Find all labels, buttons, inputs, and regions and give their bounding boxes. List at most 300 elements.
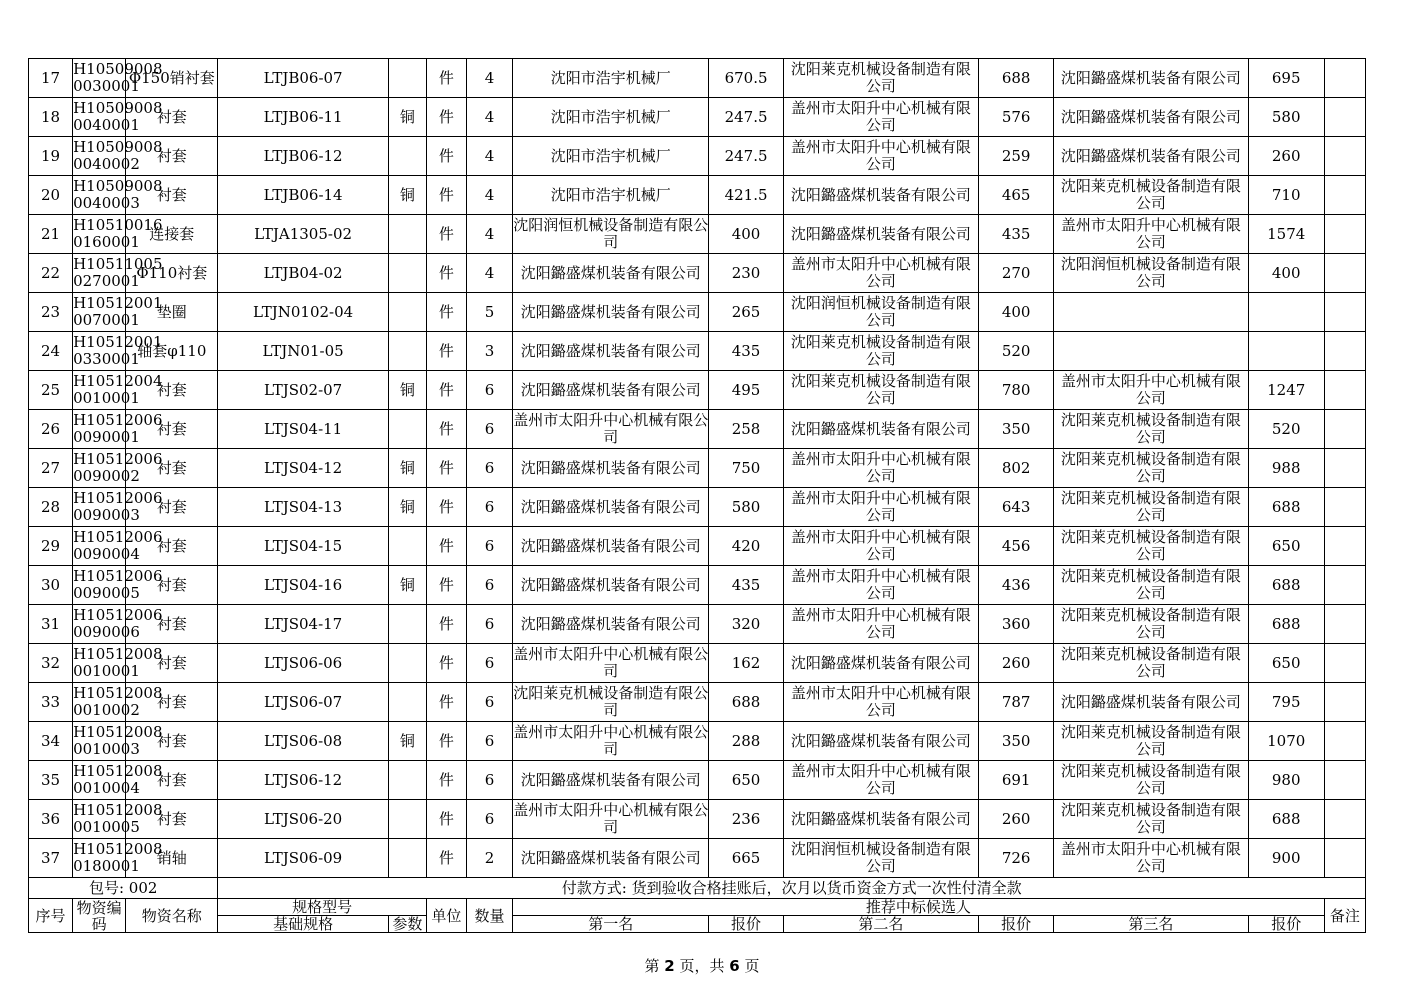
qty-cell: 6 — [466, 488, 512, 527]
remark-cell — [1324, 566, 1365, 605]
second-supplier-cell: 盖州市太阳升中心机械有限公司 — [783, 683, 978, 722]
second-supplier-cell: 沈阳鏴盛煤机装备有限公司 — [783, 800, 978, 839]
third-supplier-cell: 沈阳莱克机械设备制造有限公司 — [1054, 644, 1248, 683]
param-cell — [388, 605, 426, 644]
code-line: 0010001 — [73, 389, 140, 407]
first-supplier-cell: 沈阳鏴盛煤机装备有限公司 — [513, 449, 709, 488]
name-cell: Φ150销衬套 — [126, 59, 218, 98]
remark-cell — [1324, 371, 1365, 410]
third-price-cell: 1247 — [1248, 371, 1324, 410]
third-price-cell: 710 — [1248, 176, 1324, 215]
spec-cell: LTJS04-17 — [218, 605, 388, 644]
name-cell: 衬套 — [126, 527, 218, 566]
unit-cell: 件 — [426, 722, 466, 761]
package-row — [29, 878, 1366, 899]
code-line: 0180001 — [73, 857, 140, 875]
remark-cell — [1324, 293, 1365, 332]
first-price-cell: 247.5 — [709, 98, 783, 137]
param-cell — [388, 527, 426, 566]
table-row — [29, 59, 1366, 98]
unit-cell: 件 — [426, 839, 466, 878]
table-row — [29, 410, 1366, 449]
first-supplier-cell: 沈阳鏴盛煤机装备有限公司 — [513, 371, 709, 410]
table-row — [29, 800, 1366, 839]
second-supplier-cell: 盖州市太阳升中心机械有限公司 — [783, 605, 978, 644]
first-supplier-cell: 沈阳鏴盛煤机装备有限公司 — [513, 293, 709, 332]
second-supplier-cell: 盖州市太阳升中心机械有限公司 — [783, 98, 978, 137]
header-price-2: 报价 — [979, 916, 1054, 933]
code-line: 0090005 — [73, 584, 140, 602]
first-supplier-cell: 沈阳鏴盛煤机装备有限公司 — [513, 488, 709, 527]
remark-cell — [1324, 215, 1365, 254]
second-price-cell: 643 — [979, 488, 1054, 527]
page-footer — [0, 955, 1404, 976]
code-line: 0070001 — [73, 311, 140, 329]
second-price-cell: 360 — [979, 605, 1054, 644]
unit-cell: 件 — [426, 176, 466, 215]
table-row — [29, 332, 1366, 371]
param-cell: 铜 — [388, 722, 426, 761]
spec-cell: LTJB06-07 — [218, 59, 388, 98]
third-price-cell: 260 — [1248, 137, 1324, 176]
code-cell — [73, 566, 163, 605]
third-price-cell: 688 — [1248, 566, 1324, 605]
code-line: 0330001 — [73, 350, 140, 368]
first-price-cell: 495 — [709, 371, 783, 410]
code-line: 0040001 — [73, 116, 140, 134]
qty-cell: 6 — [466, 800, 512, 839]
name-cell: 衬套 — [126, 176, 218, 215]
header-unit: 单位 — [426, 899, 466, 933]
name-cell: Φ110衬套 — [126, 254, 218, 293]
second-price-cell: 350 — [979, 722, 1054, 761]
remark-cell — [1324, 605, 1365, 644]
code-line: 0270001 — [73, 272, 140, 290]
name-cell: 连接套 — [126, 215, 218, 254]
first-supplier-cell: 沈阳市浩宇机械厂 — [513, 59, 709, 98]
code-line: H10512006 — [73, 567, 163, 585]
unit-cell: 件 — [426, 566, 466, 605]
code-cell — [73, 800, 163, 839]
third-supplier-cell: 盖州市太阳升中心机械有限公司 — [1054, 215, 1248, 254]
third-supplier-cell: 沈阳莱克机械设备制造有限公司 — [1054, 488, 1248, 527]
third-supplier-cell — [1054, 293, 1248, 332]
unit-cell: 件 — [426, 800, 466, 839]
second-supplier-cell: 盖州市太阳升中心机械有限公司 — [783, 137, 978, 176]
header-price-1: 报价 — [709, 916, 783, 933]
first-price-cell: 420 — [709, 527, 783, 566]
header-first: 第一名 — [513, 916, 709, 933]
qty-cell: 6 — [466, 566, 512, 605]
table-row — [29, 293, 1366, 332]
code-line: H10512008 — [73, 801, 163, 819]
payment-terms: 付款方式: 货到验收合格挂账后，次月以货币资金方式一次性付清全款 — [218, 878, 1366, 899]
header-seq: 序号 — [29, 899, 73, 933]
code-line: H10512006 — [73, 489, 163, 507]
third-supplier-cell: 沈阳莱克机械设备制造有限公司 — [1054, 527, 1248, 566]
seq-cell: 34 — [29, 722, 73, 761]
seq-cell: 22 — [29, 254, 73, 293]
unit-cell: 件 — [426, 332, 466, 371]
name-cell: 轴套φ110 — [126, 332, 218, 371]
third-price-cell: 1070 — [1248, 722, 1324, 761]
second-price-cell: 726 — [979, 839, 1054, 878]
name-cell: 衬套 — [126, 449, 218, 488]
second-price-cell: 787 — [979, 683, 1054, 722]
first-price-cell: 400 — [709, 215, 783, 254]
table-row — [29, 527, 1366, 566]
third-price-cell: 980 — [1248, 761, 1324, 800]
table-row — [29, 371, 1366, 410]
name-cell: 衬套 — [126, 566, 218, 605]
second-price-cell: 456 — [979, 527, 1054, 566]
header-second: 第二名 — [783, 916, 978, 933]
table-row — [29, 644, 1366, 683]
third-supplier-cell: 沈阳莱克机械设备制造有限公司 — [1054, 449, 1248, 488]
code-line: 0090003 — [73, 506, 140, 524]
second-price-cell: 780 — [979, 371, 1054, 410]
table-row — [29, 839, 1366, 878]
unit-cell: 件 — [426, 605, 466, 644]
second-price-cell: 435 — [979, 215, 1054, 254]
header-row-2 — [29, 916, 1366, 933]
code-line: 0010002 — [73, 701, 140, 719]
code-cell — [73, 176, 163, 215]
table-row — [29, 761, 1366, 800]
qty-cell: 6 — [466, 644, 512, 683]
code-cell — [73, 98, 163, 137]
third-supplier-cell — [1054, 332, 1248, 371]
third-supplier-cell: 沈阳润恒机械设备制造有限公司 — [1054, 254, 1248, 293]
code-cell — [73, 488, 163, 527]
name-cell: 衬套 — [126, 98, 218, 137]
first-price-cell: 421.5 — [709, 176, 783, 215]
spec-cell: LTJS06-08 — [218, 722, 388, 761]
remark-cell — [1324, 722, 1365, 761]
header-candidates: 推荐中标候选人 — [513, 899, 1325, 916]
code-line: 0090001 — [73, 428, 140, 446]
code-cell — [73, 722, 163, 761]
qty-cell: 4 — [466, 254, 512, 293]
param-cell: 铜 — [388, 566, 426, 605]
second-price-cell: 691 — [979, 761, 1054, 800]
code-line: H10512001 — [73, 294, 163, 312]
third-supplier-cell: 沈阳莱克机械设备制造有限公司 — [1054, 566, 1248, 605]
qty-cell: 4 — [466, 59, 512, 98]
spec-cell: LTJS06-06 — [218, 644, 388, 683]
name-cell: 衬套 — [126, 644, 218, 683]
second-supplier-cell: 沈阳莱克机械设备制造有限公司 — [783, 371, 978, 410]
table-row — [29, 254, 1366, 293]
first-supplier-cell: 沈阳鏴盛煤机装备有限公司 — [513, 254, 709, 293]
third-supplier-cell: 沈阳莱克机械设备制造有限公司 — [1054, 722, 1248, 761]
header-param: 参数 — [388, 916, 426, 933]
table-row — [29, 176, 1366, 215]
third-supplier-cell: 沈阳鏴盛煤机装备有限公司 — [1054, 59, 1248, 98]
seq-cell: 18 — [29, 98, 73, 137]
seq-cell: 33 — [29, 683, 73, 722]
seq-cell: 30 — [29, 566, 73, 605]
footer-suffix: 页 — [744, 957, 760, 975]
seq-cell: 31 — [29, 605, 73, 644]
spec-cell: LTJS04-16 — [218, 566, 388, 605]
qty-cell: 6 — [466, 722, 512, 761]
qty-cell: 5 — [466, 293, 512, 332]
first-supplier-cell: 沈阳鏴盛煤机装备有限公司 — [513, 605, 709, 644]
param-cell — [388, 410, 426, 449]
third-supplier-cell: 沈阳莱克机械设备制造有限公司 — [1054, 605, 1248, 644]
param-cell — [388, 683, 426, 722]
qty-cell: 6 — [466, 527, 512, 566]
param-cell — [388, 137, 426, 176]
param-cell: 铜 — [388, 176, 426, 215]
remark-cell — [1324, 332, 1365, 371]
unit-cell: 件 — [426, 644, 466, 683]
second-supplier-cell: 沈阳莱克机械设备制造有限公司 — [783, 59, 978, 98]
table-row — [29, 722, 1366, 761]
header-third: 第三名 — [1054, 916, 1248, 933]
code-line: H10511005 — [73, 255, 163, 273]
second-supplier-cell: 沈阳润恒机械设备制造有限公司 — [783, 839, 978, 878]
remark-cell — [1324, 176, 1365, 215]
code-line: H10512004 — [73, 372, 163, 390]
remark-cell — [1324, 449, 1365, 488]
first-supplier-cell: 沈阳市浩宇机械厂 — [513, 176, 709, 215]
second-supplier-cell: 盖州市太阳升中心机械有限公司 — [783, 527, 978, 566]
remark-cell — [1324, 800, 1365, 839]
seq-cell: 23 — [29, 293, 73, 332]
header-code: 物资编码 — [73, 899, 126, 933]
code-cell — [73, 254, 163, 293]
seq-cell: 26 — [29, 410, 73, 449]
param-cell — [388, 332, 426, 371]
code-line: 0090004 — [73, 545, 140, 563]
qty-cell: 2 — [466, 839, 512, 878]
code-cell — [73, 683, 163, 722]
second-supplier-cell: 盖州市太阳升中心机械有限公司 — [783, 488, 978, 527]
table-row — [29, 215, 1366, 254]
footer-page: 2 — [664, 957, 675, 975]
remark-cell — [1324, 410, 1365, 449]
spec-cell: LTJS06-09 — [218, 839, 388, 878]
name-cell: 衬套 — [126, 488, 218, 527]
first-supplier-cell: 沈阳莱克机械设备制造有限公司 — [513, 683, 709, 722]
seq-cell: 36 — [29, 800, 73, 839]
code-line: H10509008 — [73, 99, 163, 117]
code-line: H10512006 — [73, 450, 163, 468]
table-row — [29, 98, 1366, 137]
qty-cell: 4 — [466, 98, 512, 137]
second-price-cell: 270 — [979, 254, 1054, 293]
remark-cell — [1324, 488, 1365, 527]
qty-cell: 4 — [466, 215, 512, 254]
first-supplier-cell: 沈阳鏴盛煤机装备有限公司 — [513, 839, 709, 878]
footer-prefix: 第 — [644, 957, 660, 975]
first-price-cell: 435 — [709, 332, 783, 371]
third-price-cell: 988 — [1248, 449, 1324, 488]
seq-cell: 28 — [29, 488, 73, 527]
third-supplier-cell: 沈阳莱克机械设备制造有限公司 — [1054, 761, 1248, 800]
third-price-cell: 695 — [1248, 59, 1324, 98]
code-cell — [73, 137, 163, 176]
first-price-cell: 236 — [709, 800, 783, 839]
qty-cell: 6 — [466, 410, 512, 449]
second-price-cell: 436 — [979, 566, 1054, 605]
seq-cell: 27 — [29, 449, 73, 488]
spec-cell: LTJS04-13 — [218, 488, 388, 527]
code-cell — [73, 839, 163, 878]
first-price-cell: 688 — [709, 683, 783, 722]
param-cell: 铜 — [388, 449, 426, 488]
first-price-cell: 650 — [709, 761, 783, 800]
qty-cell: 6 — [466, 371, 512, 410]
unit-cell: 件 — [426, 488, 466, 527]
remark-cell — [1324, 59, 1365, 98]
code-line: H10512006 — [73, 411, 163, 429]
unit-cell: 件 — [426, 449, 466, 488]
param-cell — [388, 761, 426, 800]
code-line: H10509008 — [73, 138, 163, 156]
second-price-cell: 400 — [979, 293, 1054, 332]
third-price-cell — [1248, 332, 1324, 371]
name-cell: 衬套 — [126, 761, 218, 800]
third-price-cell: 520 — [1248, 410, 1324, 449]
seq-cell: 29 — [29, 527, 73, 566]
code-cell — [73, 293, 163, 332]
third-price-cell: 688 — [1248, 488, 1324, 527]
qty-cell: 3 — [466, 332, 512, 371]
unit-cell: 件 — [426, 254, 466, 293]
third-supplier-cell: 沈阳莱克机械设备制造有限公司 — [1054, 800, 1248, 839]
param-cell: 铜 — [388, 98, 426, 137]
spec-cell: LTJS06-12 — [218, 761, 388, 800]
first-price-cell: 258 — [709, 410, 783, 449]
header-row-1 — [29, 899, 1366, 916]
qty-cell: 6 — [466, 761, 512, 800]
third-supplier-cell: 盖州市太阳升中心机械有限公司 — [1054, 839, 1248, 878]
seq-cell: 25 — [29, 371, 73, 410]
header-remark: 备注 — [1324, 899, 1365, 933]
code-line: 0010005 — [73, 818, 140, 836]
seq-cell: 24 — [29, 332, 73, 371]
third-price-cell: 795 — [1248, 683, 1324, 722]
second-supplier-cell: 沈阳鏴盛煤机装备有限公司 — [783, 410, 978, 449]
first-price-cell: 435 — [709, 566, 783, 605]
first-price-cell: 580 — [709, 488, 783, 527]
spec-cell: LTJB06-14 — [218, 176, 388, 215]
code-cell — [73, 215, 163, 254]
code-line: H10512008 — [73, 840, 163, 858]
param-cell: 铜 — [388, 371, 426, 410]
remark-cell — [1324, 644, 1365, 683]
second-supplier-cell: 沈阳鏴盛煤机装备有限公司 — [783, 176, 978, 215]
code-cell — [73, 449, 163, 488]
name-cell: 衬套 — [126, 137, 218, 176]
code-line: 0040003 — [73, 194, 140, 212]
remark-cell — [1324, 137, 1365, 176]
third-supplier-cell: 沈阳鏴盛煤机装备有限公司 — [1054, 683, 1248, 722]
first-supplier-cell: 沈阳鏴盛煤机装备有限公司 — [513, 527, 709, 566]
second-supplier-cell: 盖州市太阳升中心机械有限公司 — [783, 254, 978, 293]
spec-cell: LTJS06-20 — [218, 800, 388, 839]
seq-cell: 35 — [29, 761, 73, 800]
table-row — [29, 449, 1366, 488]
spec-cell: LTJA1305-02 — [218, 215, 388, 254]
first-price-cell: 665 — [709, 839, 783, 878]
third-supplier-cell: 沈阳莱克机械设备制造有限公司 — [1054, 176, 1248, 215]
remark-cell — [1324, 761, 1365, 800]
code-cell — [73, 332, 163, 371]
name-cell: 衬套 — [126, 722, 218, 761]
first-supplier-cell: 沈阳市浩宇机械厂 — [513, 98, 709, 137]
name-cell: 衬套 — [126, 605, 218, 644]
qty-cell: 6 — [466, 449, 512, 488]
code-line: H10512008 — [73, 723, 163, 741]
code-cell — [73, 644, 163, 683]
first-supplier-cell: 沈阳鏴盛煤机装备有限公司 — [513, 761, 709, 800]
spec-cell: LTJS04-12 — [218, 449, 388, 488]
header-spec-base: 基础规格 — [218, 916, 388, 933]
header-price-3: 报价 — [1248, 916, 1324, 933]
first-price-cell: 265 — [709, 293, 783, 332]
third-price-cell: 1574 — [1248, 215, 1324, 254]
third-supplier-cell: 沈阳鏴盛煤机装备有限公司 — [1054, 98, 1248, 137]
third-supplier-cell: 沈阳莱克机械设备制造有限公司 — [1054, 410, 1248, 449]
code-cell — [73, 59, 163, 98]
third-price-cell: 580 — [1248, 98, 1324, 137]
seq-cell: 19 — [29, 137, 73, 176]
code-cell — [73, 410, 163, 449]
remark-cell — [1324, 98, 1365, 137]
second-price-cell: 260 — [979, 800, 1054, 839]
unit-cell: 件 — [426, 527, 466, 566]
unit-cell: 件 — [426, 683, 466, 722]
unit-cell: 件 — [426, 59, 466, 98]
table-row — [29, 488, 1366, 527]
code-line: 0090006 — [73, 623, 140, 641]
header-name: 物资名称 — [126, 899, 218, 933]
code-line: 0010003 — [73, 740, 140, 758]
code-line: H10512008 — [73, 684, 163, 702]
code-line: H10512008 — [73, 762, 163, 780]
package-label: 包号: 002 — [29, 878, 218, 899]
param-cell — [388, 254, 426, 293]
param-cell — [388, 800, 426, 839]
first-supplier-cell: 沈阳市浩宇机械厂 — [513, 137, 709, 176]
second-supplier-cell: 盖州市太阳升中心机械有限公司 — [783, 761, 978, 800]
seq-cell: 37 — [29, 839, 73, 878]
name-cell: 垫圈 — [126, 293, 218, 332]
first-supplier-cell: 沈阳润恒机械设备制造有限公司 — [513, 215, 709, 254]
first-supplier-cell: 盖州市太阳升中心机械有限公司 — [513, 644, 709, 683]
second-price-cell: 520 — [979, 332, 1054, 371]
spec-cell: LTJS02-07 — [218, 371, 388, 410]
remark-cell — [1324, 527, 1365, 566]
second-price-cell: 259 — [979, 137, 1054, 176]
first-price-cell: 750 — [709, 449, 783, 488]
second-price-cell: 260 — [979, 644, 1054, 683]
second-price-cell: 802 — [979, 449, 1054, 488]
second-supplier-cell: 沈阳莱克机械设备制造有限公司 — [783, 332, 978, 371]
code-line: 0040002 — [73, 155, 140, 173]
second-supplier-cell: 沈阳润恒机械设备制造有限公司 — [783, 293, 978, 332]
unit-cell: 件 — [426, 293, 466, 332]
code-line: H10509008 — [73, 60, 163, 78]
qty-cell: 4 — [466, 176, 512, 215]
param-cell — [388, 293, 426, 332]
spec-cell: LTJS04-11 — [218, 410, 388, 449]
header-qty: 数量 — [466, 899, 512, 933]
